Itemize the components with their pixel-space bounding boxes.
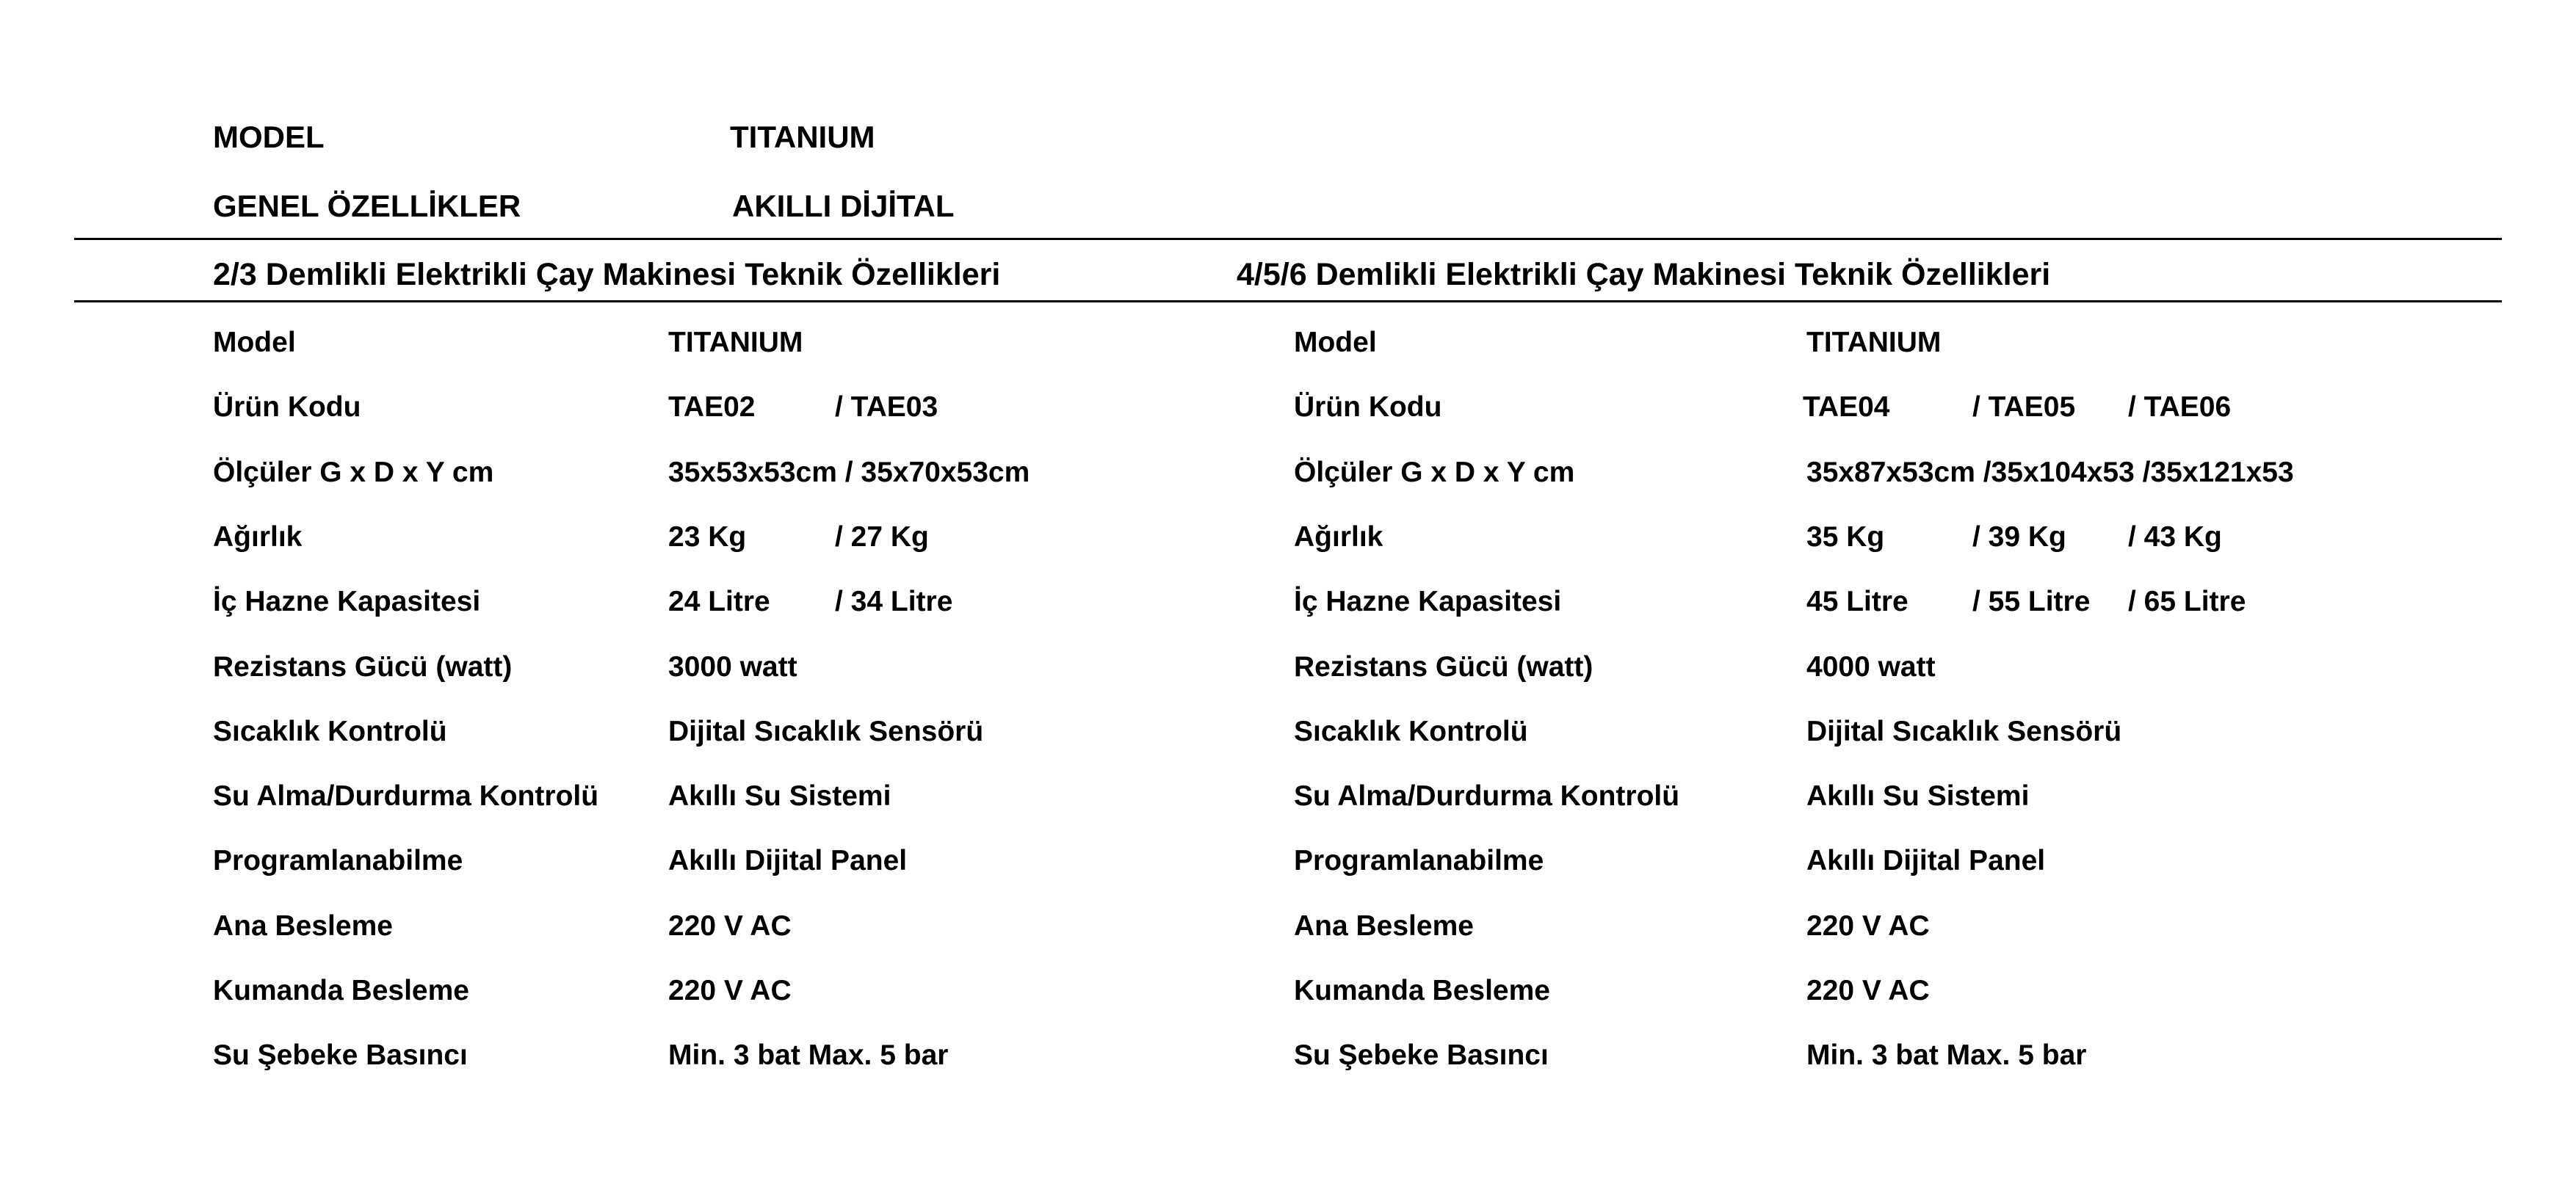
- spec-value: Akıllı Dijital Panel: [668, 845, 908, 876]
- spec-label: Ana Besleme: [1294, 910, 1474, 942]
- spec-value: / 34 Litre: [835, 586, 953, 617]
- spec-value: 220 V AC: [668, 975, 792, 1006]
- spec-value: Dijital Sıcaklık Sensörü: [1806, 716, 2122, 747]
- spec-value: 23 Kg: [668, 521, 747, 553]
- spec-label: Programlanabilme: [1294, 845, 1544, 876]
- spec-value: Akıllı Su Sistemi: [668, 780, 891, 812]
- spec-value: / 39 Kg: [1972, 521, 2066, 553]
- spec-value: 220 V AC: [1806, 910, 1930, 942]
- spec-value: TAE02: [668, 391, 756, 423]
- section-title-left: 2/3 Demlikli Elektrikli Çay Makinesi Teknik Özellikleri: [213, 257, 1001, 292]
- general-features-value: AKILLI DİJİTAL: [732, 189, 955, 223]
- spec-value: TITANIUM: [668, 327, 803, 358]
- spec-label: Sıcaklık Kontrolü: [1294, 716, 1528, 747]
- spec-label: Ürün Kodu: [1294, 391, 1442, 423]
- model-value: TITANIUM: [730, 120, 875, 154]
- general-features-label: GENEL ÖZELLİKLER: [213, 189, 521, 223]
- spec-value: Akıllı Dijital Panel: [1806, 845, 2046, 876]
- spec-value: TITANIUM: [1806, 327, 1942, 358]
- spec-value: / 43 Kg: [2128, 521, 2222, 553]
- spec-value: 35x53x53cm / 35x70x53cm: [668, 457, 1030, 488]
- spec-value: / TAE06: [2128, 391, 2232, 423]
- spec-label: Su Şebeke Basıncı: [213, 1039, 468, 1071]
- spec-value: Dijital Sıcaklık Sensörü: [668, 716, 984, 747]
- spec-label: Model: [1294, 327, 1377, 358]
- spec-label: Rezistans Gücü (watt): [1294, 651, 1593, 683]
- spec-label: Ağırlık: [1294, 521, 1383, 553]
- spec-value: 3000 watt: [668, 651, 797, 683]
- spec-label: İç Hazne Kapasitesi: [213, 586, 481, 617]
- spec-label: Ölçüler G x D x Y cm: [213, 457, 494, 488]
- spec-label: Su Alma/Durdurma Kontrolü: [213, 780, 599, 812]
- spec-label: Model: [213, 327, 296, 358]
- spec-label: Programlanabilme: [213, 845, 463, 876]
- spec-label: Ölçüler G x D x Y cm: [1294, 457, 1575, 488]
- spec-value: 45 Litre: [1806, 586, 1909, 617]
- spec-value: Min. 3 bat Max. 5 bar: [1806, 1039, 2087, 1071]
- spec-label: Su Alma/Durdurma Kontrolü: [1294, 780, 1680, 812]
- spec-label: Rezistans Gücü (watt): [213, 651, 513, 683]
- spec-value: 24 Litre: [668, 586, 770, 617]
- model-label: MODEL: [213, 120, 325, 154]
- spec-value: TAE04: [1803, 391, 1890, 423]
- spec-label: Su Şebeke Basıncı: [1294, 1039, 1549, 1071]
- spec-label: İç Hazne Kapasitesi: [1294, 586, 1562, 617]
- section-title-right: 4/5/6 Demlikli Elektrikli Çay Makinesi Teknik Özellikleri: [1237, 257, 2051, 292]
- spec-value: / TAE05: [1972, 391, 2076, 423]
- spec-label: Kumanda Besleme: [213, 975, 469, 1006]
- spec-value: Min. 3 bat Max. 5 bar: [668, 1039, 949, 1071]
- spec-value: 220 V AC: [668, 910, 792, 942]
- spec-label: Ağırlık: [213, 521, 303, 553]
- spec-value: / 27 Kg: [835, 521, 929, 553]
- section-bottom-divider: [74, 300, 2502, 302]
- spec-value: Akıllı Su Sistemi: [1806, 780, 2030, 812]
- spec-label: Kumanda Besleme: [1294, 975, 1550, 1006]
- spec-value: 35x87x53cm /35x104x53 /35x121x53: [1806, 457, 2294, 488]
- spec-label: Sıcaklık Kontrolü: [213, 716, 447, 747]
- spec-label: Ürün Kodu: [213, 391, 361, 423]
- spec-value: 220 V AC: [1806, 975, 1930, 1006]
- spec-value: / TAE03: [835, 391, 938, 423]
- spec-value: 35 Kg: [1806, 521, 1885, 553]
- spec-label: Ana Besleme: [213, 910, 393, 942]
- spec-value: / 65 Litre: [2128, 586, 2246, 617]
- spec-value: / 55 Litre: [1972, 586, 2091, 617]
- section-top-divider: [74, 238, 2502, 240]
- spec-value: 4000 watt: [1806, 651, 1936, 683]
